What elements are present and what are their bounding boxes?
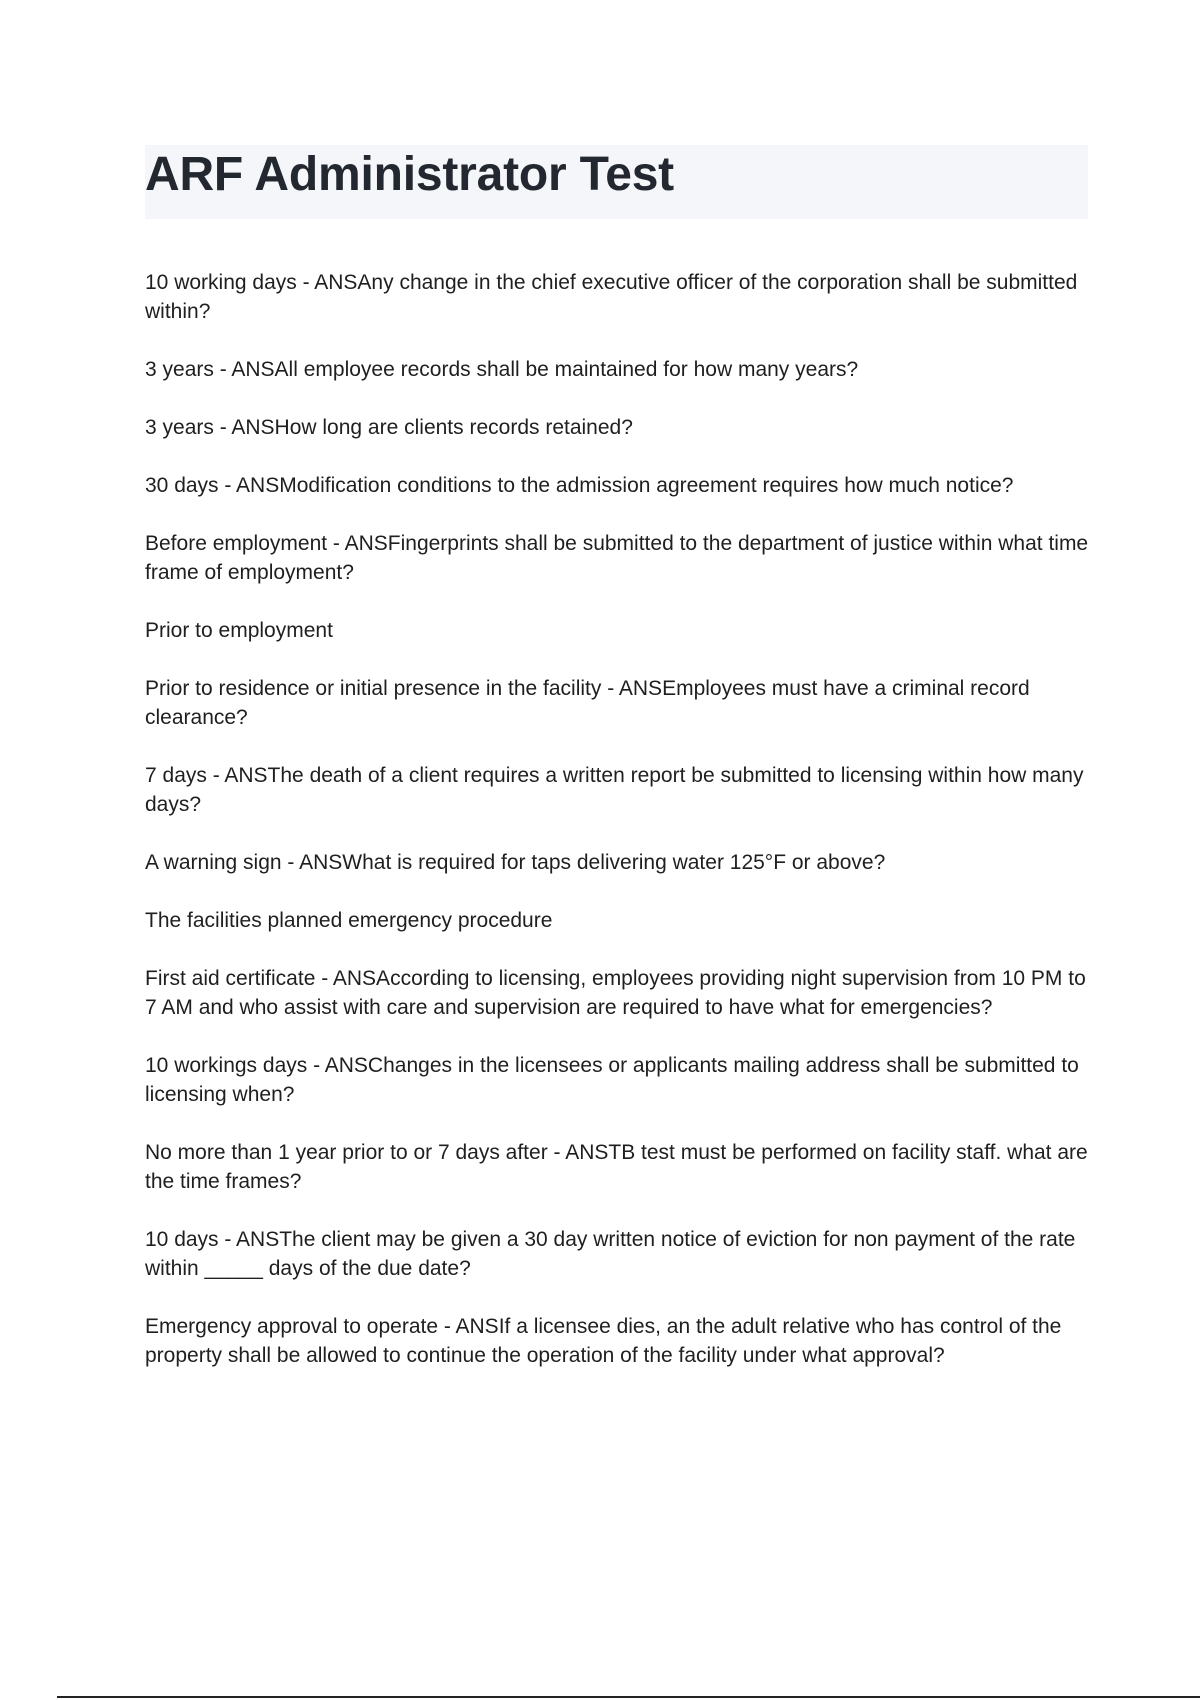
qa-entry: 3 years - ANSHow long are clients records retained? bbox=[145, 416, 633, 439]
qa-entry: 7 days - ANSThe death of a client requires a written report be submitted to licensing within how many days? bbox=[145, 764, 1084, 816]
qa-entry: 10 workings days - ANSChanges in the licensees or applicants mailing address shall be submitted to licensing when? bbox=[145, 1054, 1079, 1106]
document-title: ARF Administrator Test bbox=[145, 148, 674, 201]
qa-entry: The facilities planned emergency procedure bbox=[145, 909, 553, 932]
qa-entry: 30 days - ANSModification conditions to the admission agreement requires how much notice? bbox=[145, 474, 1014, 497]
qa-list bbox=[145, 268, 1093, 1399]
qa-entry: 10 days - ANSThe client may be given a 30 day written notice of eviction for non payment of the rate within _____ days of the due date? bbox=[145, 1228, 1076, 1280]
qa-entry: 3 years - ANSAll employee records shall be maintained for how many years? bbox=[145, 358, 859, 381]
qa-entry: First aid certificate - ANSAccording to licensing, employees providing night supervision from 10 PM to 7 AM and who assist with care and supervision are required to have what for emergencies? bbox=[145, 967, 1086, 1019]
qa-entry: Prior to residence or initial presence in the facility - ANSEmployees must have a criminal record clearance? bbox=[145, 677, 1030, 729]
footer-divider bbox=[57, 1696, 1200, 1698]
qa-entry: Emergency approval to operate - ANSIf a licensee dies, an the adult relative who has control of the property shall be allowed to continue the operation of the facility under what approval? bbox=[145, 1315, 1062, 1367]
qa-entry: 10 working days - ANSAny change in the chief executive officer of the corporation shall be submitted within? bbox=[145, 271, 1078, 323]
qa-entry: Before employment - ANSFingerprints shall be submitted to the department of justice within what time frame of employment? bbox=[145, 532, 1089, 584]
qa-entry: A warning sign - ANSWhat is required for taps delivering water 125°F or above? bbox=[145, 851, 886, 874]
qa-entry: Prior to employment bbox=[145, 619, 333, 642]
qa-entry: No more than 1 year prior to or 7 days after - ANSTB test must be performed on facility staff. what are the time frames? bbox=[145, 1141, 1088, 1193]
title-band bbox=[145, 145, 1088, 219]
